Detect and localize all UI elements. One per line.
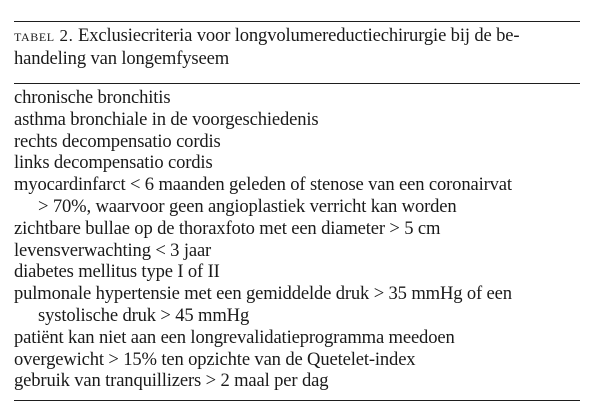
list-item [14,218,589,240]
list-item [14,327,589,349]
list-item [14,240,589,262]
list-item [14,87,589,109]
table-caption [14,24,584,70]
criterion-text: zichtbare bullae op de thoraxfoto met een diameter > 5 cm [14,217,441,239]
criterion-text: rechts decompensatio cordis [14,130,221,152]
list-item [14,131,589,153]
criterion-text: patiënt kan niet aan een longrevalidatieprogramma meedoen [14,326,455,348]
list-item [14,261,589,283]
criterion-text: myocardinfarct < 6 maanden geleden of stenose van een coronairvat [14,174,512,196]
table-title-line-1: Exclusiecriteria voor longvolumereductiechirurgie bij de be- [73,25,520,46]
criterion-continuation: > 70%, waarvoor geen angioplastiek verricht kan worden [38,195,457,217]
criterion-text: links decompensatio cordis [14,152,213,174]
list-item [14,152,589,174]
criterion-text: levensverwachting < 3 jaar [14,239,212,261]
criterion-text: chronische bronchitis [14,87,171,108]
table-label: tabel 2. [14,26,74,45]
list-item [14,349,589,371]
list-item [14,174,589,218]
exclusion-criteria-list [14,87,589,392]
list-item [14,283,589,327]
criterion-text: overgewicht > 15% ten opzichte van de Quetelet-index [14,348,416,370]
list-item [14,370,589,392]
criterion-text: asthma bronchiale in de voorgeschiedenis [14,108,319,130]
criterion-text: gebruik van tranquillizers > 2 maal per dag [14,370,329,392]
list-item [14,109,589,131]
table-title-line-2: handeling van longemfyseem [14,48,230,69]
criterion-text: pulmonale hypertensie met een gemiddelde druk > 35 mmHg of een [14,283,512,305]
criterion-text: diabetes mellitus type I of II [14,261,220,283]
bottom-rule [14,400,580,401]
criterion-continuation: systolische druk > 45 mmHg [38,304,250,326]
top-rule [14,21,580,22]
header-rule [14,83,580,84]
